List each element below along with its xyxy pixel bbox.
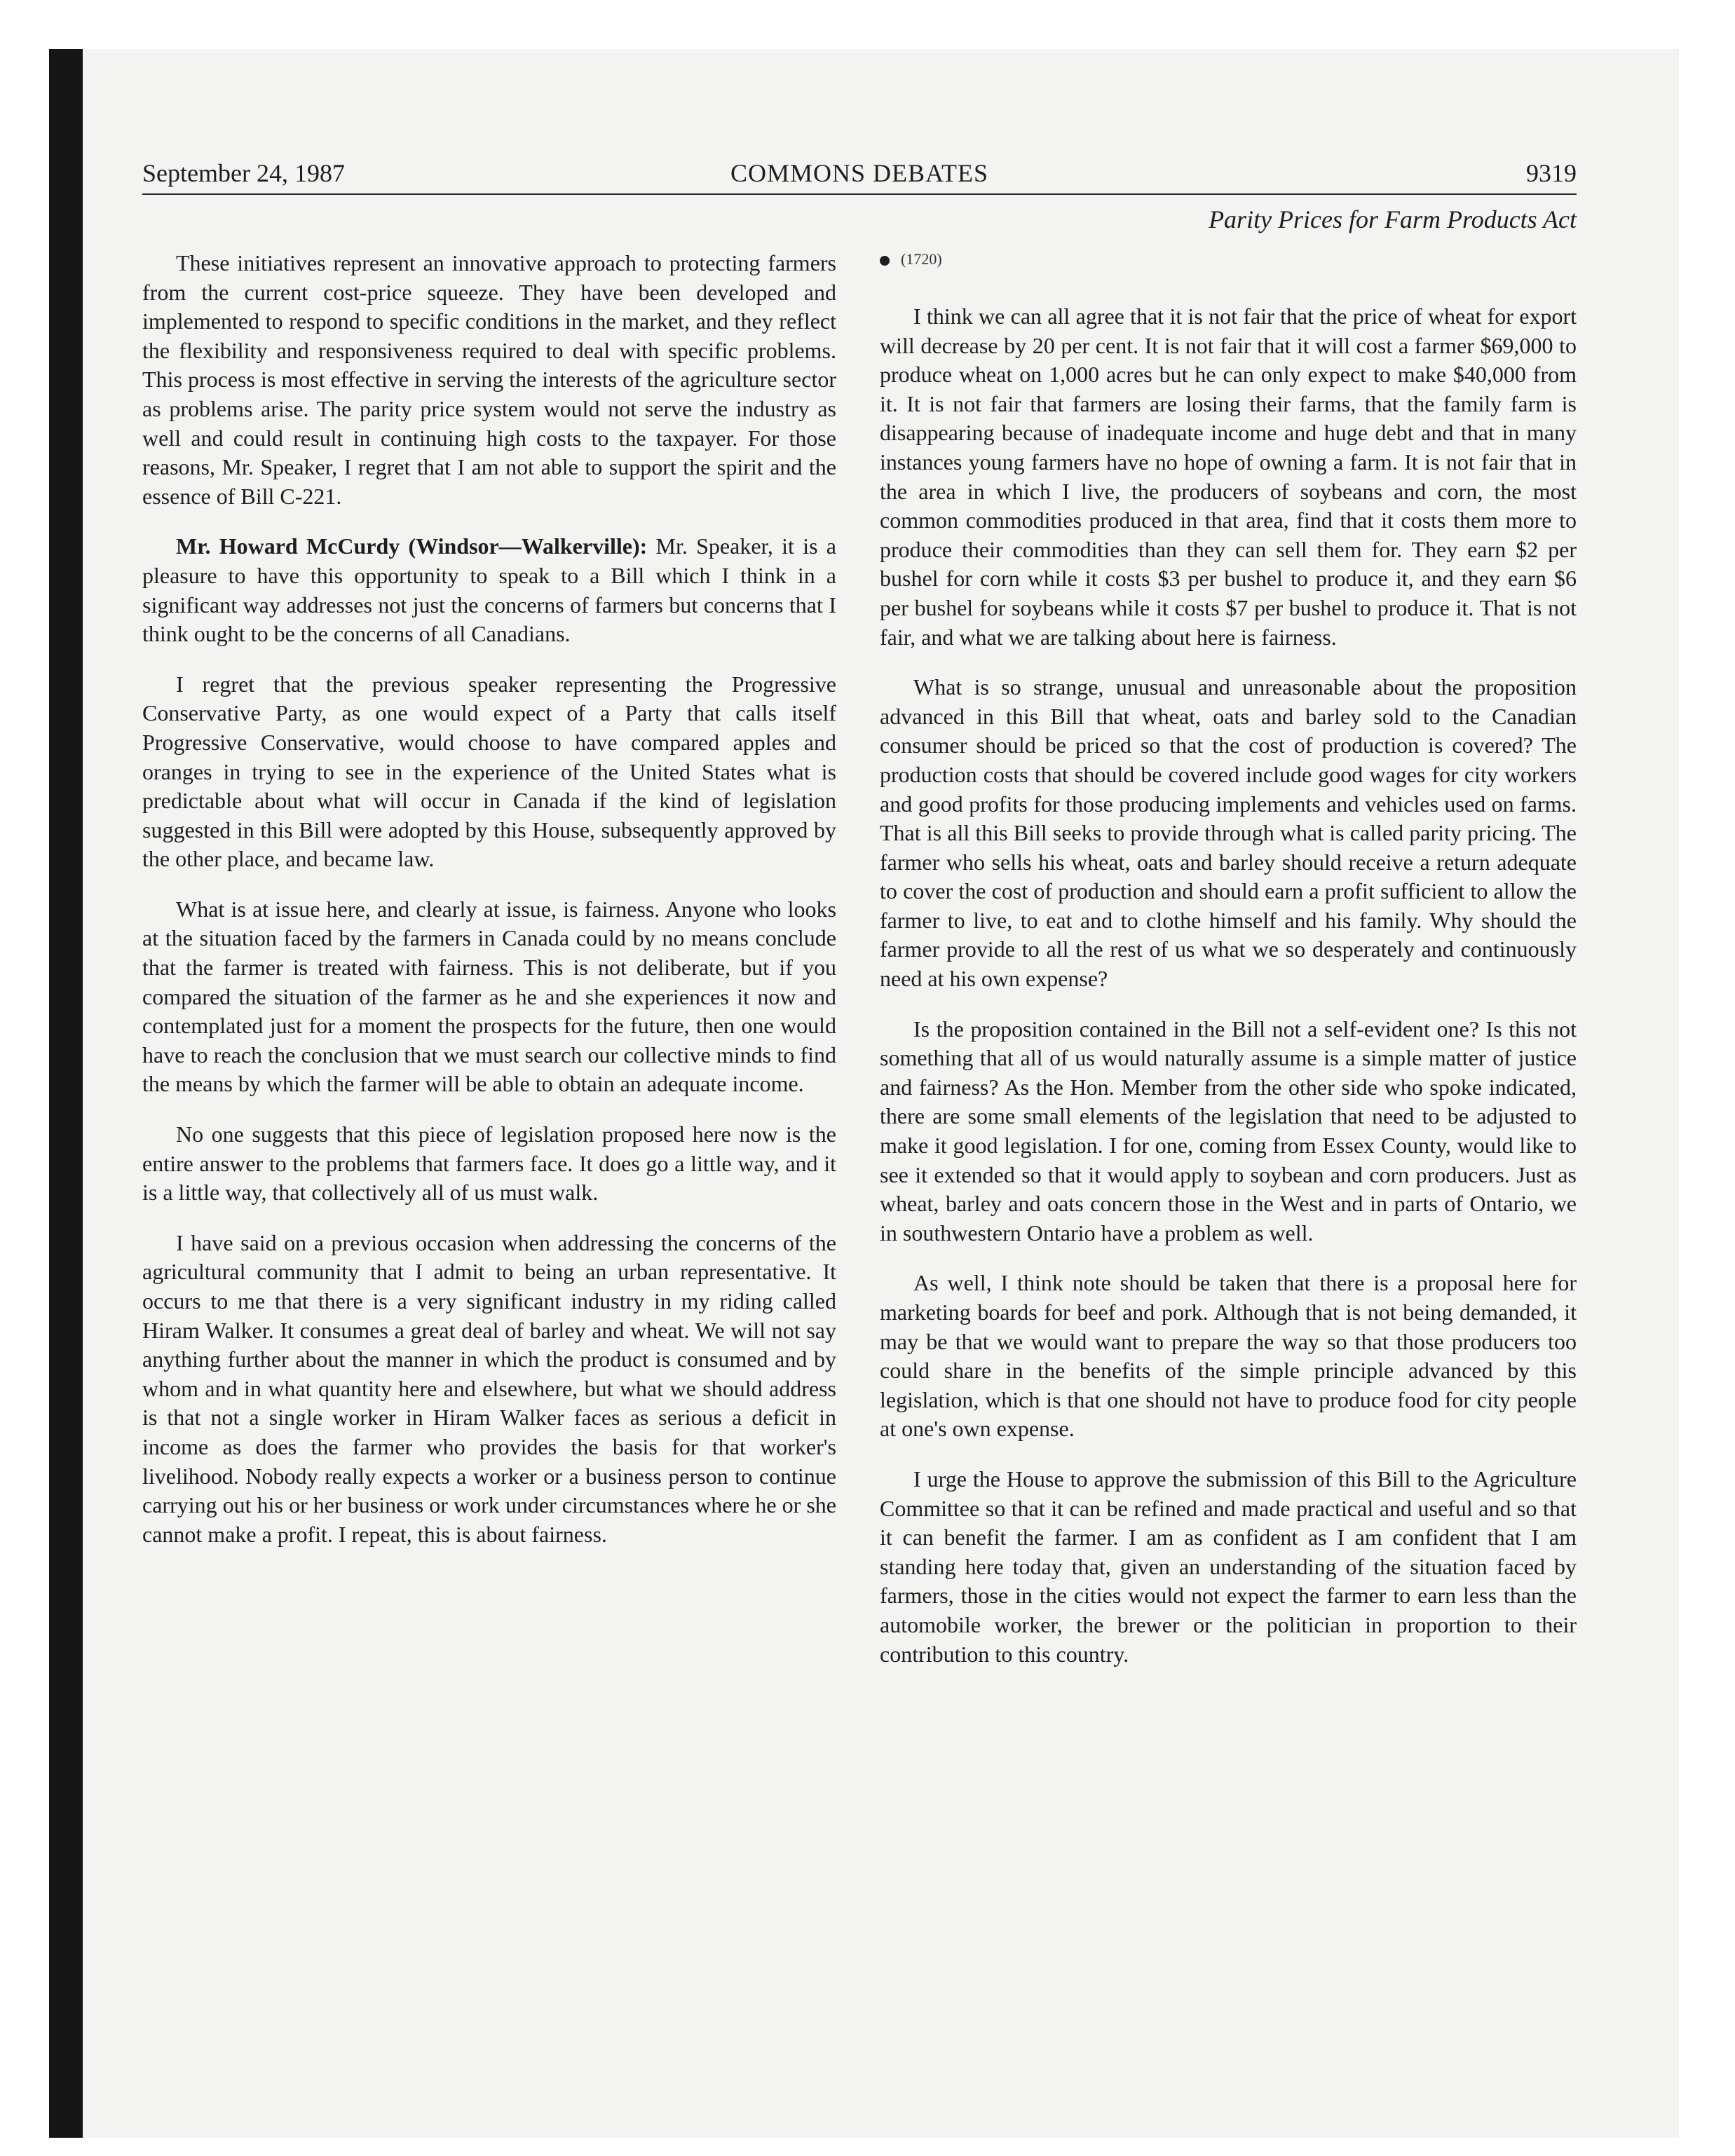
paragraph	[142, 532, 836, 648]
paragraph: These initiatives represent an innovative approach to protecting farmers from the current cost-price squeeze. They have been developed and implemented to respond to specific conditions in the market, and they reflect the flexibility and responsiveness required to deal with specific problems. This process is most effective in serving the interests of the agriculture sector as problems arise. The parity price system would not serve the industry as well and could result in continuing high costs to the taxpayer. For those reasons, Mr. Speaker, I regret that I am not able to support the spirit and the essence of Bill C-221.	[142, 250, 836, 509]
right-column	[880, 249, 1577, 1690]
paragraph: Is the proposition contained in the Bill not a self-evident one? Is this not something that all of us would naturally assume is a simple matter of justice and fairness? As the Hon. Member from the other side who spoke indicated, there are some small elements of the legislation that need to be adjusted to make it good legislation. I for one, coming from Essex County, would like to see it extended so that it would apply to soybean and corn producers. Just as wheat, barley and oats concern those in the West and in parts of Ontario, we in southwestern Ontario have a problem as well.	[880, 1016, 1577, 1246]
paragraph: What is so strange, unusual and unreasonable about the proposition advanced in this Bill that wheat, oats and barley sold to the Canadian consumer should be priced so that the cost of production is covered? The production costs that should be covered include good wages for city workers and good profits for those producing implements and vehicles used on farms. That is all this Bill seeks to provide through what is called parity pricing. The farmer who sells his wheat, oats and barley should receive a return adequate to cover the cost of production and should earn a profit sufficient to allow the farmer to live, to eat and to clothe himself and his family. Why should the farmer provide to all the rest of us what we so desperately and continuously need at his own expense?	[880, 674, 1577, 992]
left-column	[142, 249, 836, 1570]
time-marker	[880, 249, 1577, 270]
bullet-icon	[880, 256, 890, 266]
running-header	[142, 158, 1577, 195]
paragraph: As well, I think note should be taken that there is a proposal here for marketing boards for beef and pork. Although that is not being demanded, it may be that we would want to prepare the way so that those producers too could share in the benefits of the simple principle advanced by this legislation, which is that one should not have to produce food for city people at one's own expense.	[880, 1270, 1577, 1442]
section-title: Parity Prices for Farm Products Act	[1209, 205, 1577, 233]
paragraph: I have said on a previous occasion when addressing the concerns of the agricultural community that I admit to being an urban representative. It occurs to me that there is a very significant industry in my riding called Hiram Walker. It consumes a great deal of barley and wheat. We will not say anything further about the manner in which the product is consumed and by whom and in what quantity here and elsewhere, but what we should address is that not a single worker in Hiram Walker faces as serious a deficit in income as does the farmer who provides the basis for that worker's livelihood. Nobody really expects a worker or a business person to continue carrying out his or her business or work under circumstances where he or she cannot make a profit. I repeat, this is about fairness.	[142, 1229, 836, 1547]
paragraph: What is at issue here, and clearly at issue, is fairness. Anyone who looks at the situation faced by the farmers in Canada could by no means conclude that the farmer is treated with fairness. This is not deliberate, but if you compared the situation of the farmer as he and she experiences it now and contemplated just for a moment the prospects for the future, then one would have to reach the conclusion that we must search our collective minds to find the means by which the farmer will be able to obtain an adequate income.	[142, 896, 836, 1097]
header-date: September 24, 1987	[142, 159, 345, 187]
time-marker-text: (1720)	[901, 250, 942, 268]
header-publication: COMMONS DEBATES	[730, 159, 989, 187]
paragraph: No one suggests that this piece of legislation proposed here now is the entire answer to the problems that farmers face. It does go a little way, and it is a little way, that collectively all of us must walk.	[142, 1121, 836, 1206]
scan-binding-edge	[49, 49, 83, 2138]
speaker-name: Mr. Howard McCurdy (Windsor—Walkerville):	[176, 533, 648, 559]
header-page-number: 9319	[1526, 159, 1577, 187]
paragraph-text: Mr. Speaker, it is a pleasure to have this opportunity to speak to a Bill which I think in a significant way addresses not just the concerns of farmers but concerns that I think ought to be the concerns of all Canadians.	[142, 533, 837, 647]
paragraph: I think we can all agree that it is not fair that the price of wheat for export will decrease by 20 per cent. It is not fair that it will cost a farmer $69,000 to produce wheat on 1,000 acres but he can only expect to make $40,000 from it. It is not fair that farmers are losing their farms, that the family farm is disappearing because of inadequate income and huge debt and that in many instances young farmers have no hope of owning a farm. It is not fair that in the area in which I live, the producers of soybeans and corn, the most common commodities produced in that area, find that it costs them more to produce their commodities than they can sell them for. They earn $2 per bushel for corn while it costs $3 per bushel to produce it, and they earn $6 per bushel for soybeans while it costs $7 per bushel to produce it. That is not fair, and what we are talking about here is fairness.	[880, 303, 1577, 650]
paragraph: I regret that the previous speaker representing the Progressive Conservative Party, as one would expect of a Party that calls itself Progressive Conservative, would choose to have compared apples and oranges in trying to see in the experience of the United States what is predictable about what will occur in Canada if the kind of legislation suggested in this Bill were adopted by this House, subsequently approved by the other place, and became law.	[142, 671, 836, 872]
paragraph: I urge the House to approve the submission of this Bill to the Agriculture Committee so that it can be refined and made practical and useful and so that it can benefit the farmer. I am as confident as I am confident that I am standing here today that, given an understanding of the situation faced by farmers, those in the cities would not expect the farmer to earn less than the automobile worker, the brewer or the politician in proportion to their contribution to this country.	[880, 1466, 1577, 1667]
